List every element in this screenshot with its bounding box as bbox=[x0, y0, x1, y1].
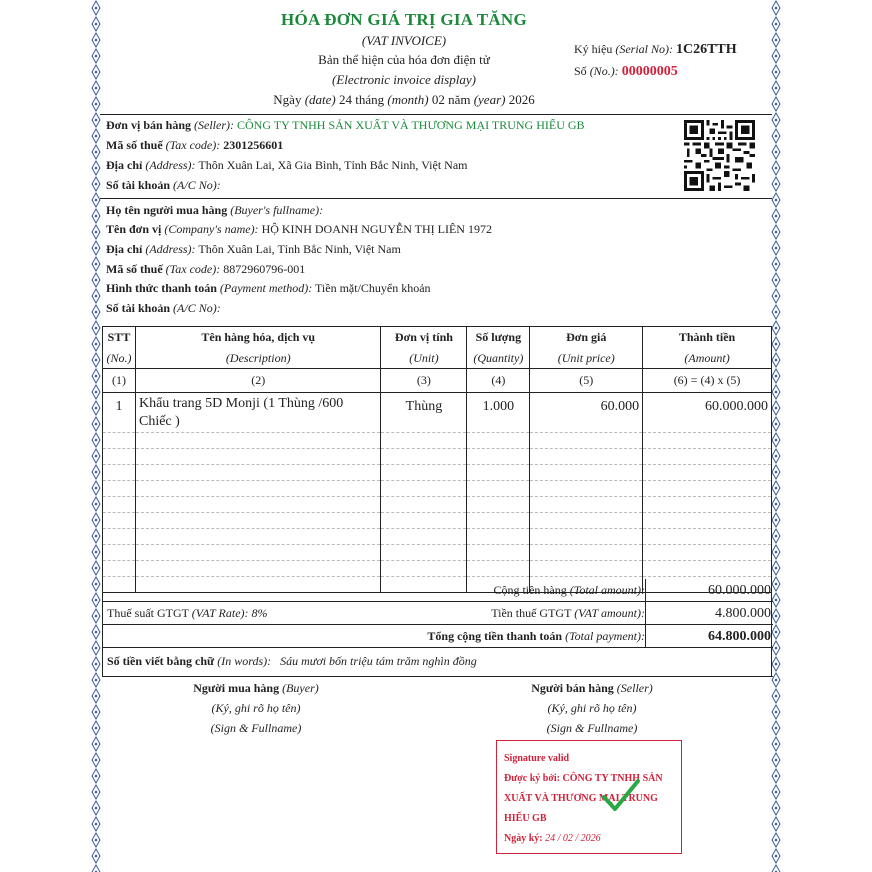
header-description-idx: (2) bbox=[135, 369, 381, 393]
seller-name-label-en: (Seller): bbox=[194, 118, 234, 132]
header-stt: STT bbox=[103, 327, 136, 349]
header-unit-en: (Unit) bbox=[381, 349, 467, 369]
signed-by: Được ký bởi: CÔNG TY TNHH SẢN XUẤT VÀ THƯƠNG MẠI TRUNG HIẾU GB bbox=[504, 773, 663, 824]
seller-address: Thôn Xuân Lai, Xã Gia Bình, Tỉnh Bắc Ninh, Việt Nam bbox=[198, 158, 468, 172]
empty-row bbox=[103, 529, 772, 545]
header-quantity-en: (Quantity) bbox=[467, 349, 530, 369]
table-header-row bbox=[103, 327, 772, 349]
total-value: 64.800.000 bbox=[708, 629, 771, 644]
date-year-label: năm bbox=[448, 92, 471, 107]
date-day: 24 bbox=[339, 92, 352, 107]
buyer-payment-line bbox=[106, 281, 431, 296]
seller-name-label: Đơn vị bán hàng bbox=[106, 118, 192, 132]
buyer-payment: Tiền mặt/Chuyển khoản bbox=[315, 281, 431, 295]
seller-tax-code: 2301256601 bbox=[223, 138, 284, 152]
seller-signature-label: Người bán hàng (Seller) bbox=[531, 681, 653, 695]
buyer-tax-label: Mã số thuế bbox=[106, 262, 163, 276]
date-month-en: (month) bbox=[387, 92, 429, 107]
seller-address-label-en: (Address): bbox=[145, 158, 196, 172]
date-year-en: (year) bbox=[473, 92, 506, 107]
vat-amount-value: 4.800.000 bbox=[715, 606, 771, 621]
header-unit: Đơn vị tính bbox=[381, 327, 467, 349]
buyer-account-label-en: (A/C No): bbox=[173, 301, 221, 315]
number-label-en: (No.): bbox=[589, 64, 619, 78]
check-icon bbox=[600, 775, 642, 817]
buyer-fullname-label-en: (Buyer's fullname): bbox=[230, 203, 324, 217]
row-quantity: 1.000 bbox=[467, 393, 530, 433]
border-pattern-left bbox=[90, 0, 102, 872]
seller-sign-instruction-en: (Sign & Fullname) bbox=[546, 721, 638, 735]
display-label-en: (Electronic invoice display) bbox=[332, 72, 476, 87]
buyer-account-label: Số tài khoản bbox=[106, 301, 171, 315]
buyer-company-line bbox=[106, 222, 492, 237]
header-quantity: Số lượng bbox=[467, 327, 530, 349]
row-amount: 60.000.000 bbox=[643, 393, 772, 433]
sign-date: Ngày ký: 24 / 02 / 2026 bbox=[504, 833, 601, 844]
empty-row bbox=[103, 513, 772, 529]
decorative-border-left bbox=[90, 0, 102, 872]
date-month-label: tháng bbox=[355, 92, 385, 107]
buyer-address-label: Địa chỉ bbox=[106, 242, 143, 256]
invoice-title-en: (VAT INVOICE) bbox=[361, 33, 447, 48]
seller-account-line bbox=[106, 178, 221, 193]
empty-row bbox=[103, 497, 772, 513]
buyer-tax-label-en: (Tax code): bbox=[165, 262, 221, 276]
buyer-account-line bbox=[106, 301, 221, 316]
subtotal-label: Cộng tiền hàng (Total amount): bbox=[493, 583, 645, 597]
buyer-company-label: Tên đơn vị bbox=[106, 222, 162, 236]
seller-sign-instruction: (Ký, ghi rõ họ tên) bbox=[547, 701, 637, 715]
words-row bbox=[103, 648, 773, 677]
vat-row bbox=[103, 602, 773, 625]
buyer-tax-line bbox=[106, 262, 305, 277]
empty-row bbox=[103, 561, 772, 577]
empty-row bbox=[103, 545, 772, 561]
signature-valid-label: Signature valid bbox=[504, 753, 570, 764]
display-label: Bản thể hiện của hóa đơn điện tử bbox=[318, 52, 490, 67]
table-header-en-row bbox=[103, 349, 772, 369]
serial-number bbox=[574, 42, 737, 58]
invoice-title: HÓA ĐƠN GIÁ TRỊ GIA TĂNG bbox=[280, 10, 528, 29]
date-en: (date) bbox=[304, 92, 336, 107]
vat-rate: Thuế suất GTGT (VAT Rate): 8% bbox=[107, 606, 268, 620]
subtotal-row bbox=[103, 579, 773, 602]
buyer-address-line bbox=[106, 242, 401, 257]
empty-row bbox=[103, 433, 772, 449]
seller-address-label: Địa chỉ bbox=[106, 158, 143, 172]
header-unit-price-en: (Unit price) bbox=[530, 349, 643, 369]
seller-name-line bbox=[106, 118, 585, 133]
header-stt-idx: (1) bbox=[103, 369, 136, 393]
serial-label: Ký hiệu bbox=[574, 42, 613, 56]
table-row bbox=[103, 393, 772, 433]
date-month: 02 bbox=[431, 92, 445, 107]
vat-amount-label: Tiền thuế GTGT (VAT amount): bbox=[491, 606, 645, 620]
seller-address-line bbox=[106, 158, 467, 173]
header-stt-en: (No.) bbox=[103, 349, 136, 369]
row-description: Khẩu trang 5D Monji (1 Thùng /600 Chiếc ) bbox=[135, 393, 381, 433]
buyer-fullname-label: Họ tên người mua hàng bbox=[106, 203, 228, 217]
header-description-en: (Description) bbox=[135, 349, 381, 369]
header-quantity-idx: (4) bbox=[467, 369, 530, 393]
seller-tax-label: Mã số thuế bbox=[106, 138, 163, 152]
qr-code-icon bbox=[684, 120, 755, 191]
invoice-number bbox=[574, 64, 678, 80]
divider bbox=[100, 198, 772, 199]
number-label: Số bbox=[574, 64, 587, 78]
buyer-payment-label-en: (Payment method): bbox=[219, 281, 313, 295]
digital-signature-box bbox=[496, 740, 682, 854]
buyer-company: HỘ KINH DOANH NGUYỄN THỊ LIÊN 1972 bbox=[261, 222, 492, 236]
divider bbox=[100, 114, 772, 115]
seller-account-label: Số tài khoản bbox=[106, 178, 171, 192]
buyer-signature-label: Người mua hàng (Buyer) bbox=[193, 681, 319, 695]
header-amount: Thành tiền bbox=[643, 327, 772, 349]
total-label: Tổng cộng tiền thanh toán (Total payment): bbox=[427, 629, 645, 643]
seller-tax-line bbox=[106, 138, 283, 153]
table-index-row bbox=[103, 369, 772, 393]
header-unit-price: Đơn giá bbox=[530, 327, 643, 349]
totals-section bbox=[102, 579, 772, 677]
buyer-address: Thôn Xuân Lai, Tỉnh Bắc Ninh, Việt Nam bbox=[198, 242, 401, 256]
header-amount-idx: (6) = (4) x (5) bbox=[643, 369, 772, 393]
empty-row bbox=[103, 449, 772, 465]
subtotal-value: 60.000.000 bbox=[708, 583, 771, 598]
buyer-address-label-en: (Address): bbox=[145, 242, 196, 256]
buyer-tax-code: 8872960796-001 bbox=[223, 262, 306, 276]
date-prefix: Ngày bbox=[273, 92, 302, 107]
items-table bbox=[102, 326, 772, 593]
header-unit-idx: (3) bbox=[381, 369, 467, 393]
invoice-date bbox=[100, 92, 708, 108]
total-row bbox=[103, 625, 773, 648]
row-unit: Thùng bbox=[381, 393, 467, 433]
seller-name: CÔNG TY TNHH SẢN XUẤT VÀ THƯƠNG MẠI TRUNG HIẾU GB bbox=[237, 118, 585, 132]
buyer-fullname-line bbox=[106, 203, 323, 218]
empty-row bbox=[103, 465, 772, 481]
row-unit-price: 60.000 bbox=[530, 393, 643, 433]
row-stt: 1 bbox=[103, 393, 136, 433]
serial-value: 1C26TTH bbox=[675, 42, 737, 57]
header-amount-en: (Amount) bbox=[643, 349, 772, 369]
seller-account-label-en: (A/C No): bbox=[173, 178, 221, 192]
serial-label-en: (Serial No): bbox=[615, 42, 673, 56]
header-description: Tên hàng hóa, dịch vụ bbox=[135, 327, 381, 349]
buyer-company-label-en: (Company's name): bbox=[164, 222, 259, 236]
buyer-sign-instruction-en: (Sign & Fullname) bbox=[210, 721, 302, 735]
buyer-sign-instruction: (Ký, ghi rõ họ tên) bbox=[211, 701, 301, 715]
header-unit-price-idx: (5) bbox=[530, 369, 643, 393]
seller-tax-label-en: (Tax code): bbox=[165, 138, 221, 152]
date-year: 2026 bbox=[508, 92, 535, 107]
empty-row bbox=[103, 481, 772, 497]
amount-in-words: Số tiền viết bằng chữ (In words): Sáu mươi bốn triệu tám trăm nghìn đồng bbox=[107, 654, 477, 668]
number-value: 00000005 bbox=[621, 64, 678, 79]
buyer-payment-label: Hình thức thanh toán bbox=[106, 281, 217, 295]
